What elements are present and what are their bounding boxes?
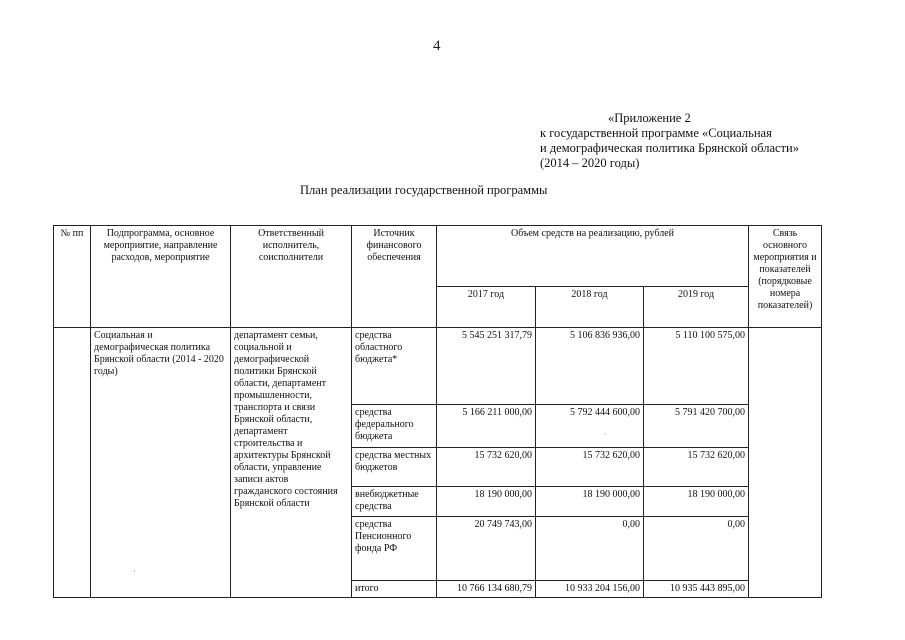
appendix-line-2: к государственной программе «Социальная — [540, 126, 772, 140]
header-year-2018: 2018 год — [536, 287, 644, 328]
appendix-line-3: и демографическая политика Брянской области» — [540, 141, 799, 155]
header-executor: Ответственный исполнитель, соисполнители — [231, 226, 352, 328]
document-title: План реализации государственной программы — [300, 183, 548, 197]
cell-link — [749, 328, 822, 598]
header-subprogram: Подпрограмма, основное мероприятие, направление расходов, мероприятие — [91, 226, 231, 328]
cell-executor: департамент семьи, социальной и демографической политики Брянской области, департамент промышленности, транспорта и связи Брянской области, департамент строительства и архитектуры Брянской области, управление записи актов гражданского состояния Брянской области — [231, 328, 352, 598]
scan-dot: · — [604, 430, 607, 439]
cell-source: итого — [352, 581, 437, 598]
cell-2019: 15 732 620,00 — [644, 448, 749, 487]
cell-2017: 15 732 620,00 — [437, 448, 536, 487]
cell-num — [54, 328, 91, 598]
cell-program: Социальная и демографическая политика Брянской области (2014 - 2020 годы) — [91, 328, 231, 598]
cell-2019: 18 190 000,00 — [644, 487, 749, 517]
header-num: № пп — [54, 226, 91, 328]
header-amount: Объем средств на реализацию, рублей — [437, 226, 749, 287]
cell-2017: 5 166 211 000,00 — [437, 405, 536, 448]
cell-2018: 5 106 836 936,00 — [536, 328, 644, 405]
cell-source: средства областного бюджета* — [352, 328, 437, 405]
cell-2019: 10 935 443 895,00 — [644, 581, 749, 598]
cell-2019: 5 110 100 575,00 — [644, 328, 749, 405]
page-number: 4 — [433, 38, 441, 54]
cell-2017: 18 190 000,00 — [437, 487, 536, 517]
cell-source: средства Пенсионного фонда РФ — [352, 517, 437, 581]
header-link: Связь основного мероприятия и показателей (порядковые номера показателей) — [749, 226, 822, 328]
cell-2017: 5 545 251 317,79 — [437, 328, 536, 405]
cell-2017: 10 766 134 680,79 — [437, 581, 536, 598]
appendix-line-4: (2014 – 2020 годы) — [540, 156, 640, 170]
cell-source: средства федерального бюджета — [352, 405, 437, 448]
cell-2019: 0,00 — [644, 517, 749, 581]
cell-source: средства местных бюджетов — [352, 448, 437, 487]
scan-dot: · — [133, 567, 136, 576]
appendix-header — [540, 111, 799, 171]
header-year-2017: 2017 год — [437, 287, 536, 328]
cell-2018: 0,00 — [536, 517, 644, 581]
plan-table — [53, 225, 822, 598]
header-source: Источник финансового обеспечения — [352, 226, 437, 328]
header-year-2019: 2019 год — [644, 287, 749, 328]
table-row — [54, 328, 822, 405]
cell-2018: 10 933 204 156,00 — [536, 581, 644, 598]
cell-source: внебюджетные средства — [352, 487, 437, 517]
appendix-line-1: «Приложение 2 — [608, 111, 691, 125]
cell-2018: 18 190 000,00 — [536, 487, 644, 517]
cell-2019: 5 791 420 700,00 — [644, 405, 749, 448]
cell-2018: 5 792 444 600,00 — [536, 405, 644, 448]
cell-2018: 15 732 620,00 — [536, 448, 644, 487]
cell-2017: 20 749 743,00 — [437, 517, 536, 581]
